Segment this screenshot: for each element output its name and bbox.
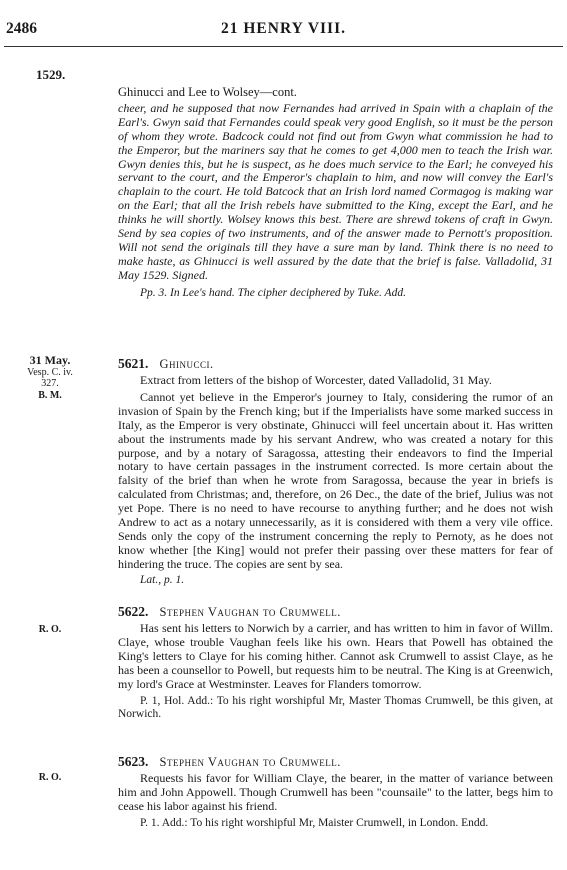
entry-number: 5622.: [118, 604, 149, 619]
entry-note: P. 1. Add.: To his right worshipful Mr, Maister Crumwell, in London. Endd.: [140, 816, 489, 829]
entry-heading-5621: [118, 356, 558, 372]
entry-author: Stephen Vaughan to Crumwell.: [159, 755, 341, 769]
margin-date: 31 May.: [29, 353, 71, 367]
entry-heading-5622: [118, 604, 558, 620]
margin-ref: R. O.: [38, 624, 62, 635]
header-rule: [4, 46, 563, 47]
margin-ref: R. O.: [38, 772, 62, 783]
margin-5622: [0, 624, 100, 636]
margin-ref: Vesp. C. iv.: [27, 366, 73, 378]
entry-note: P. 1, Hol. Add.: To his right worshipful Mr, Master Thomas Crumwell, be this given, at Norwich.: [118, 694, 553, 721]
page-number: 2486: [6, 20, 37, 37]
entry-number: 5621.: [118, 356, 149, 371]
continued-note: Pp. 3. In Lee's hand. The cipher deciphered by Tuke. Add.: [140, 286, 406, 299]
entry-note: Lat., p. 1.: [140, 573, 185, 586]
year-marker: 1529.: [36, 67, 66, 82]
entry-text: Cannot yet believe in the Emperor's journey to Italy, considering the rumor of an invasion of Spain by the French king; but if the Imperialists have some marked success in Italy, as the Emperor is very obstinate, Ghinucci will feel uncertain about it. Has written about the instruments made by his servant Andrew, who was created a notary for this purpose, and by a notary of Saragossa, attesting their endeavors to find the Imperial notary to have certain passages in the instrument corrected. Is more certain about the falsity of the brief than when he wrote from Saragossa, because the year in briefs is calculated from Christmas; and, therefore, on 26 Dec., the date of the brief, Julius was not yet Pope. There is no need to have recourse to anything further; and he does not wish Andrew to act as a notary unnecessarily, as it is considered with them a very vile office. Sends only the copy of the instrument concerning the reply to Pernoty, as he does not know whether [the King] would not prefer their passing over these matters for fear of hindering the truce. The copies are sent by sea.: [118, 389, 553, 571]
entry-heading-5623: [118, 754, 558, 770]
margin-ref: B. M.: [38, 389, 62, 401]
continued-heading: Ghinucci and Lee to Wolsey—cont.: [118, 85, 297, 99]
entry-text: Has sent his letters to Norwich by a carrier, and has written to him in favor of Willm. Claye, whose trouble Vaughan feels like his own. Hears that Powell has obtained the King's letters to Claye for his coming hither. Cannot ask Crumwell to assist Claye, as he has been a counsellor to Powell, but requests him to be neutral. The King is at Greenwich, my lord's Grace at Westminster. Leaves for Flanders tomorrow.: [118, 621, 553, 691]
margin-ref: 327.: [41, 378, 59, 389]
entry-intro: Extract from letters of the bishop of Worcester, dated Valladolid, 31 May.: [140, 373, 492, 387]
entry-body-5622: [118, 622, 553, 722]
entry-author: Ghinucci.: [159, 357, 214, 371]
entry-author: Stephen Vaughan to Crumwell.: [159, 605, 341, 619]
entry-number: 5623.: [118, 754, 149, 769]
entry-body-5623: [118, 772, 553, 831]
margin-5623: [0, 772, 100, 784]
entry-text: Requests his favor for William Claye, the bearer, in the matter of variance between him and John Appowell. Though Crumwell has been "counsaile" to the latter, begs him to cease his labor against his friend.: [118, 771, 553, 813]
continued-text: cheer, and he supposed that now Fernandes had arrived in Spain with a chaplain of the Earl's. Gwyn said that Fernandes could speak very good English, so it must be the person of whom they wrote. Badcock could not find out from Gwyn what commission he had to the Emperor, but the mariners say that he comes to get 4,000 men to teach the Irish war. Gwyn denies this, but he is suspect, as he does much service to the Earl; he conveyed his servant to the court, and the Emperor's chaplain to him, and now will convey the Earl's chaplain to the court. He told Batcock that an Irish lord named Cormagog is making war on the Earl; that all the Irish rebels have submitted to the King, except the Earl, and he thinks he will shortly. Wolsey knows this best. There are shrewd tokens of craft in Gwyn. Send by sea copies of two instruments, and of the answer made to Pernott's proposition. Will not send the originals till they have a sure man by land. Think there is no need to make haste, as Ghinucci is well assured by the date that the brief is false. Valladolid, 31 May 1529. Signed.: [118, 100, 553, 282]
continued-entry: [118, 86, 553, 301]
running-title: 21 HENRY VIII.: [221, 20, 346, 37]
margin-5621: [0, 355, 100, 401]
entry-body-5621: [118, 374, 553, 588]
